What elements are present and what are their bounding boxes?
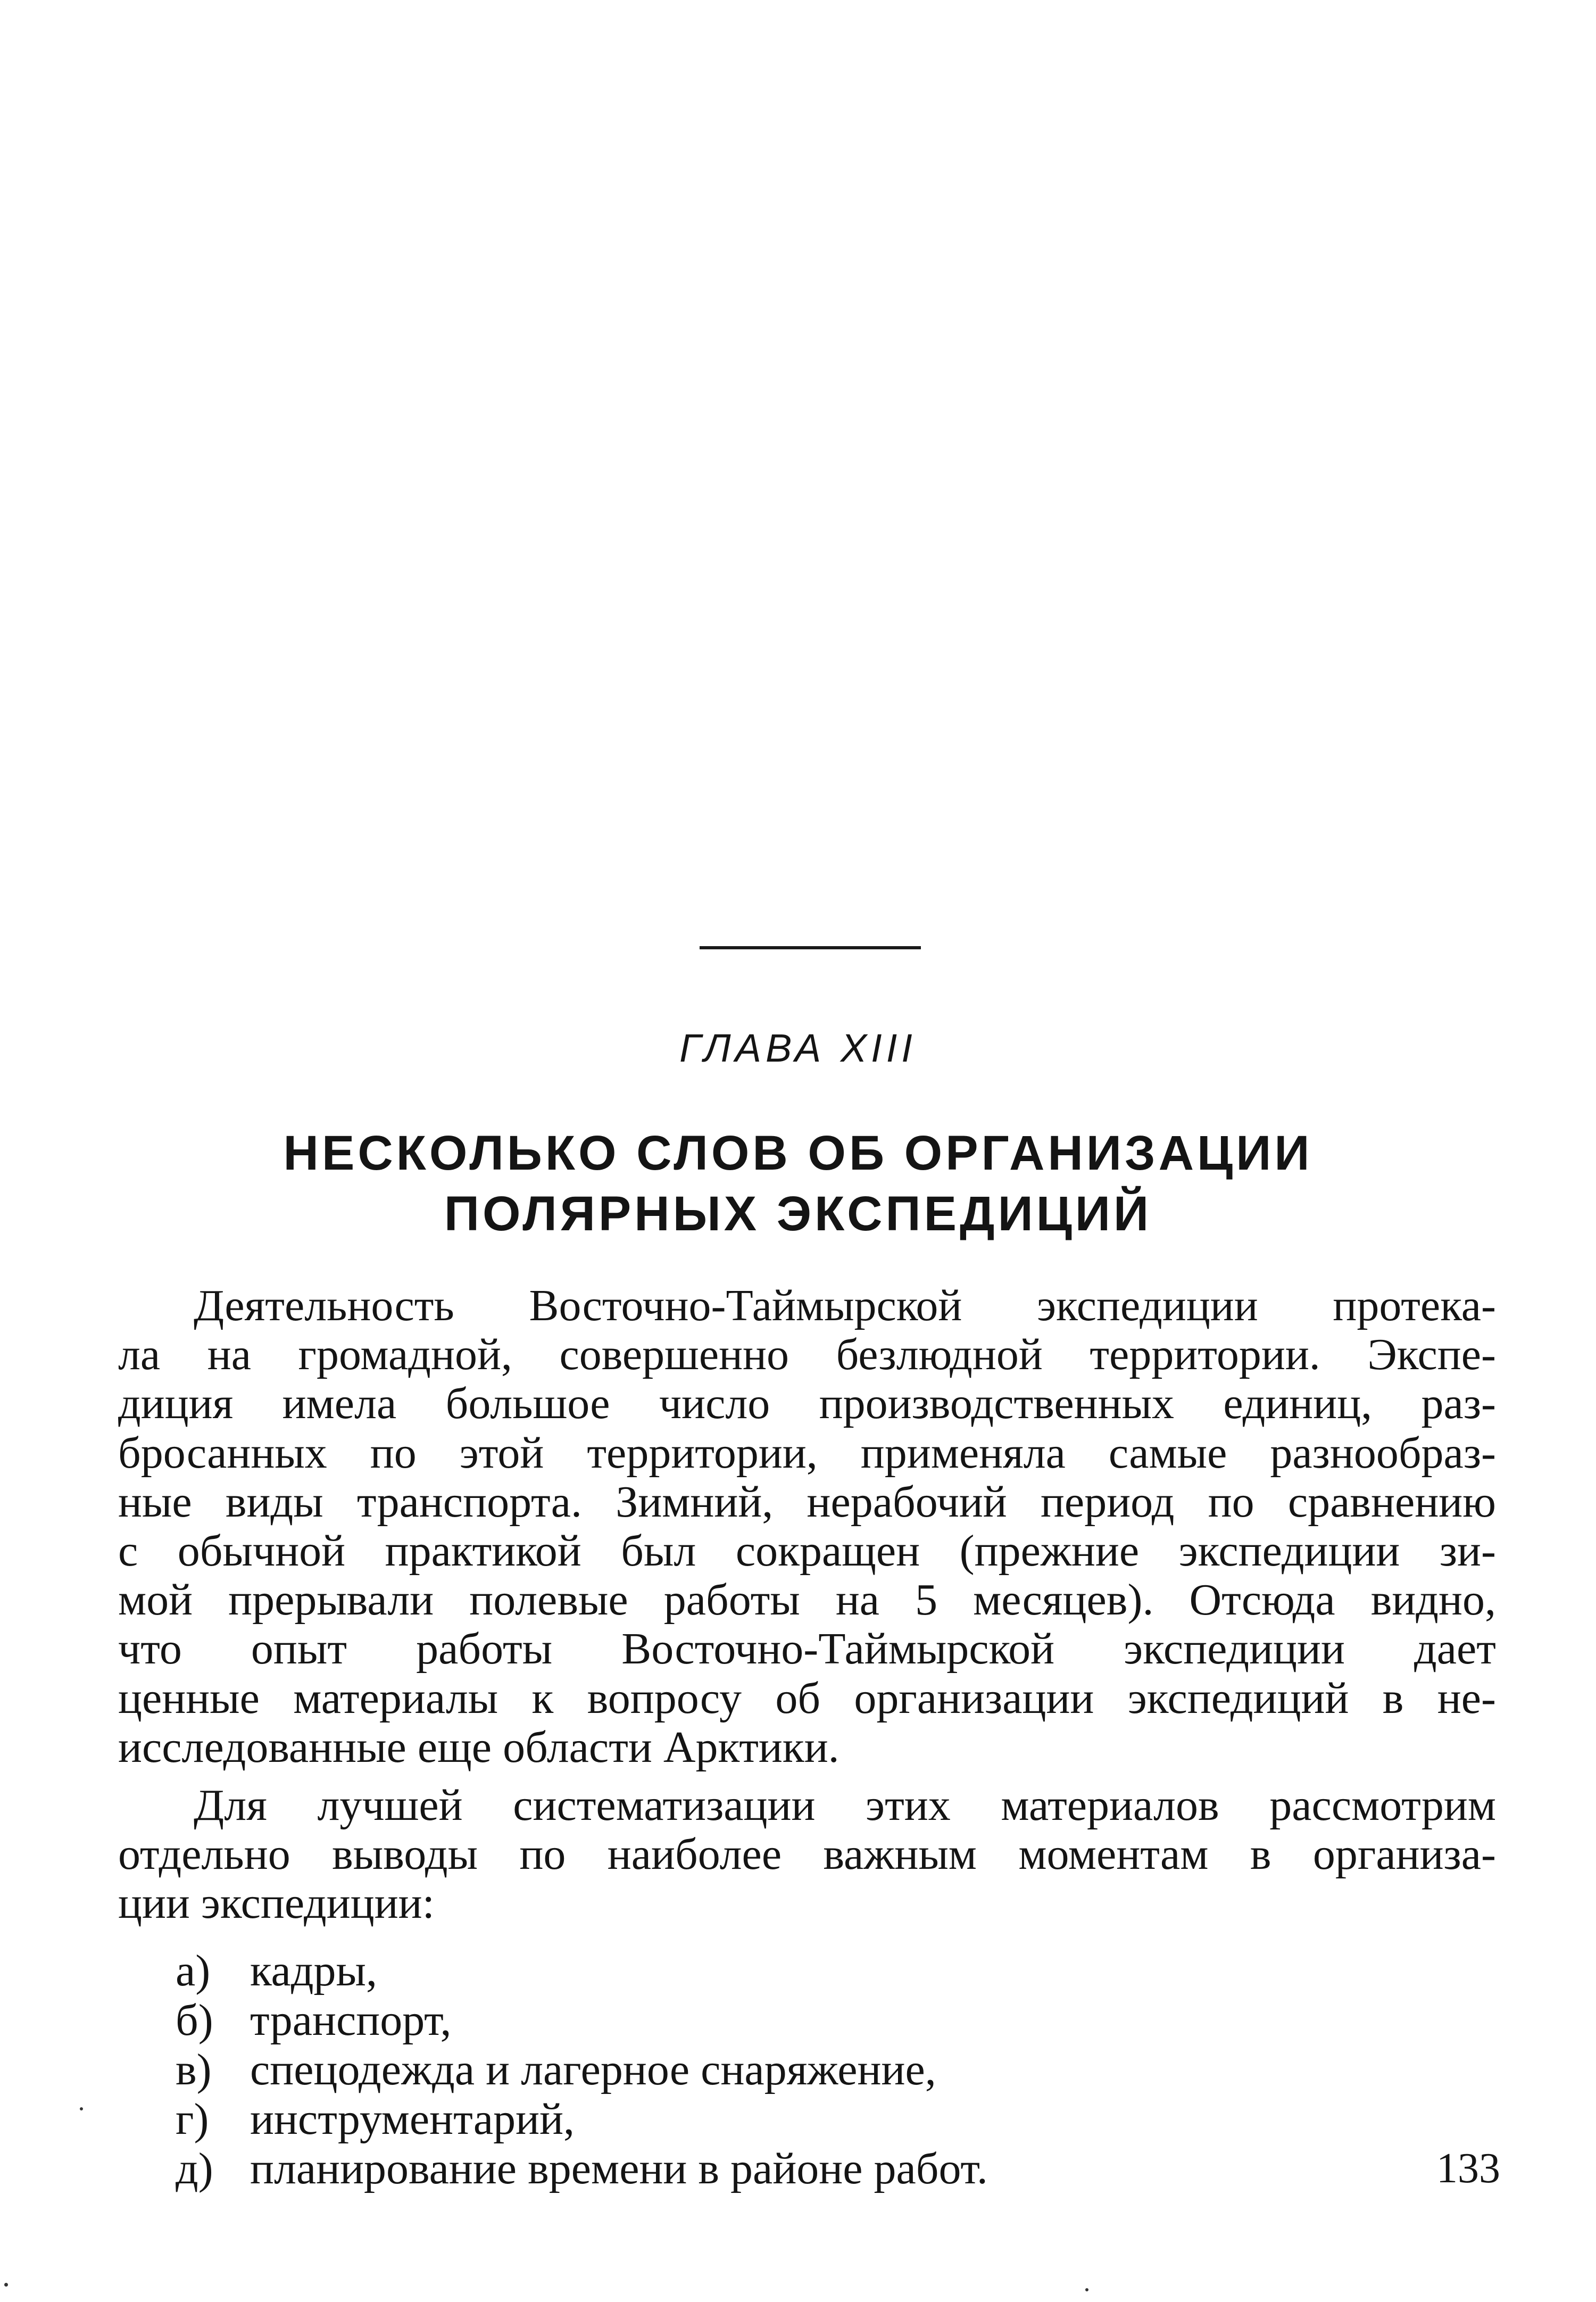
paragraph-activity — [118, 1281, 1496, 1772]
topics-list — [176, 1946, 1452, 2193]
text-line: что опыт работы Восточно-Таймырской экспедиции дает — [118, 1624, 1496, 1674]
text-line: с обычной практикой был сокращен (прежние экспедиции зи- — [118, 1526, 1496, 1576]
chapter-label: ГЛАВА XIII — [679, 1026, 917, 1070]
page-number: 133 — [1436, 2145, 1500, 2192]
scan-speck — [4, 2283, 8, 2287]
text-line: отдельно выводы по наиболее важным моментам в организа- — [118, 1829, 1496, 1879]
text-line: ла на громадной, совершенно безлюдной территории. Экспе- — [118, 1330, 1496, 1380]
chapter-title-line: НЕСКОЛЬКО СЛОВ ОБ ОРГАНИЗАЦИИ — [283, 1126, 1313, 1180]
text-line: исследованные еще области Арктики. — [118, 1722, 839, 1772]
text-line: диция имела большое число производственных единиц, раз- — [118, 1379, 1496, 1429]
text-line: ценные материалы к вопросу об организации экспедиций в не- — [118, 1673, 1496, 1723]
list-item-text: спецодежда и лагерное снаряжение, — [250, 2045, 936, 2094]
list-item — [176, 1946, 1452, 1995]
list-item-text: кадры, — [250, 1946, 377, 1995]
paragraph-systematization — [118, 1781, 1496, 1928]
text-line: мой прерывали полевые работы на 5 месяцев). Отсюда видно, — [118, 1575, 1496, 1625]
text-line: ции экспедиции: — [118, 1878, 435, 1928]
list-marker: г) — [176, 2094, 209, 2144]
text-line: Деятельность Восточно-Таймырской экспедиции протека- — [194, 1281, 1496, 1330]
list-marker: в) — [176, 2045, 212, 2094]
list-item — [176, 2045, 1452, 2094]
list-item — [176, 1995, 1452, 2045]
chapter-divider-rule — [700, 946, 921, 949]
list-marker: а) — [176, 1946, 211, 1995]
list-item-text: планирование времени в районе работ. — [250, 2144, 988, 2193]
text-line: Для лучшей систематизации этих материалов рассмотрим — [194, 1781, 1496, 1830]
chapter-title-line: ПОЛЯРНЫХ ЭКСПЕДИЦИЙ — [444, 1187, 1152, 1241]
list-item-text: инструментарий, — [250, 2094, 575, 2144]
list-marker: д) — [176, 2144, 213, 2193]
chapter-title — [0, 1123, 1596, 1244]
list-item — [176, 2144, 1452, 2193]
scan-speck — [1085, 2288, 1088, 2291]
text-line: бросанных по этой территории, применяла самые разнообраз- — [118, 1428, 1496, 1478]
list-item — [176, 2094, 1452, 2144]
list-marker: б) — [176, 1995, 213, 2045]
list-item-text: транспорт, — [250, 1995, 452, 2045]
text-line: ные виды транспорта. Зимний, нерабочий период по сравнению — [118, 1477, 1496, 1527]
scan-speck — [80, 2107, 83, 2110]
